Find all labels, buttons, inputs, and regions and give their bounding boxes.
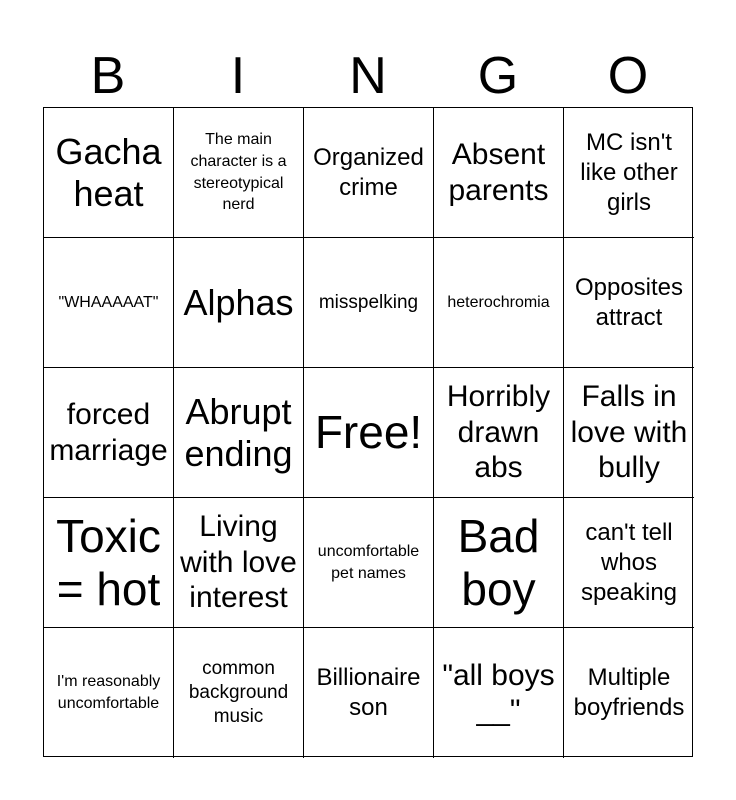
cell-text: Falls in love with bully (570, 380, 688, 485)
cell-text: Toxic = hot (56, 509, 161, 615)
cell-text: Living with love interest (180, 510, 297, 615)
bingo-cell[interactable] (304, 628, 434, 758)
cell-text: Multiple boyfriends (573, 664, 685, 721)
bingo-cell[interactable] (434, 368, 564, 498)
bingo-cell[interactable] (174, 108, 304, 238)
cell-text: uncomfortable pet names (317, 542, 420, 582)
bingo-cell[interactable] (434, 108, 564, 238)
bingo-cell[interactable] (564, 628, 694, 758)
cell-text: Billionaire son (316, 664, 421, 721)
cell-text: misspelking (318, 291, 419, 313)
bingo-cell[interactable] (44, 238, 174, 368)
bingo-header (43, 46, 693, 106)
bingo-cell[interactable] (564, 108, 694, 238)
free-space[interactable] (304, 368, 434, 498)
cell-text: Gacha heat (55, 131, 162, 214)
cell-text: Opposites attract (574, 273, 684, 331)
bingo-cell[interactable] (174, 238, 304, 368)
bingo-cell[interactable] (564, 238, 694, 368)
cell-text: Horribly drawn abs (446, 380, 551, 485)
bingo-cell[interactable] (44, 108, 174, 238)
bingo-cell[interactable] (434, 628, 564, 758)
cell-text: forced marriage (49, 398, 168, 467)
bingo-cell[interactable] (174, 498, 304, 628)
cell-text: "WHAAAAAT" (58, 293, 159, 311)
bingo-cell[interactable] (434, 238, 564, 368)
header-letter-i: I (230, 47, 246, 105)
header-letter-n: N (349, 47, 387, 105)
header-letter-o: O (607, 47, 649, 105)
cell-text: Absent parents (448, 138, 549, 207)
bingo-cell[interactable] (44, 498, 174, 628)
cell-text: The main character is a stereotypical nerd (190, 131, 287, 214)
bingo-cell[interactable] (44, 628, 174, 758)
cell-text: heterochromia (447, 293, 550, 311)
cell-text: MC isn't like other girls (580, 128, 678, 216)
bingo-cell[interactable] (304, 238, 434, 368)
bingo-cell[interactable] (434, 498, 564, 628)
cell-text: "all boys __" (442, 658, 555, 727)
bingo-cell[interactable] (174, 368, 304, 498)
header-letter-g: G (477, 47, 519, 105)
bingo-cell[interactable] (564, 368, 694, 498)
header-letter-b: B (90, 47, 126, 105)
cell-text: Alphas (183, 281, 294, 323)
cell-text: common background music (188, 658, 289, 727)
cell-text: can't tell whos speaking (580, 518, 678, 606)
cell-text: Organized crime (313, 143, 424, 201)
bingo-cell[interactable] (174, 628, 304, 758)
cell-text: I'm reasonably uncomfortable (56, 673, 161, 712)
cell-text: Abrupt ending (184, 391, 293, 474)
bingo-board (43, 107, 693, 757)
cell-text: Bad boy (457, 509, 540, 615)
bingo-cell[interactable] (304, 108, 434, 238)
free-space-text: Free! (314, 406, 423, 459)
bingo-cell[interactable] (44, 368, 174, 498)
bingo-cell[interactable] (564, 498, 694, 628)
bingo-cell[interactable] (304, 498, 434, 628)
